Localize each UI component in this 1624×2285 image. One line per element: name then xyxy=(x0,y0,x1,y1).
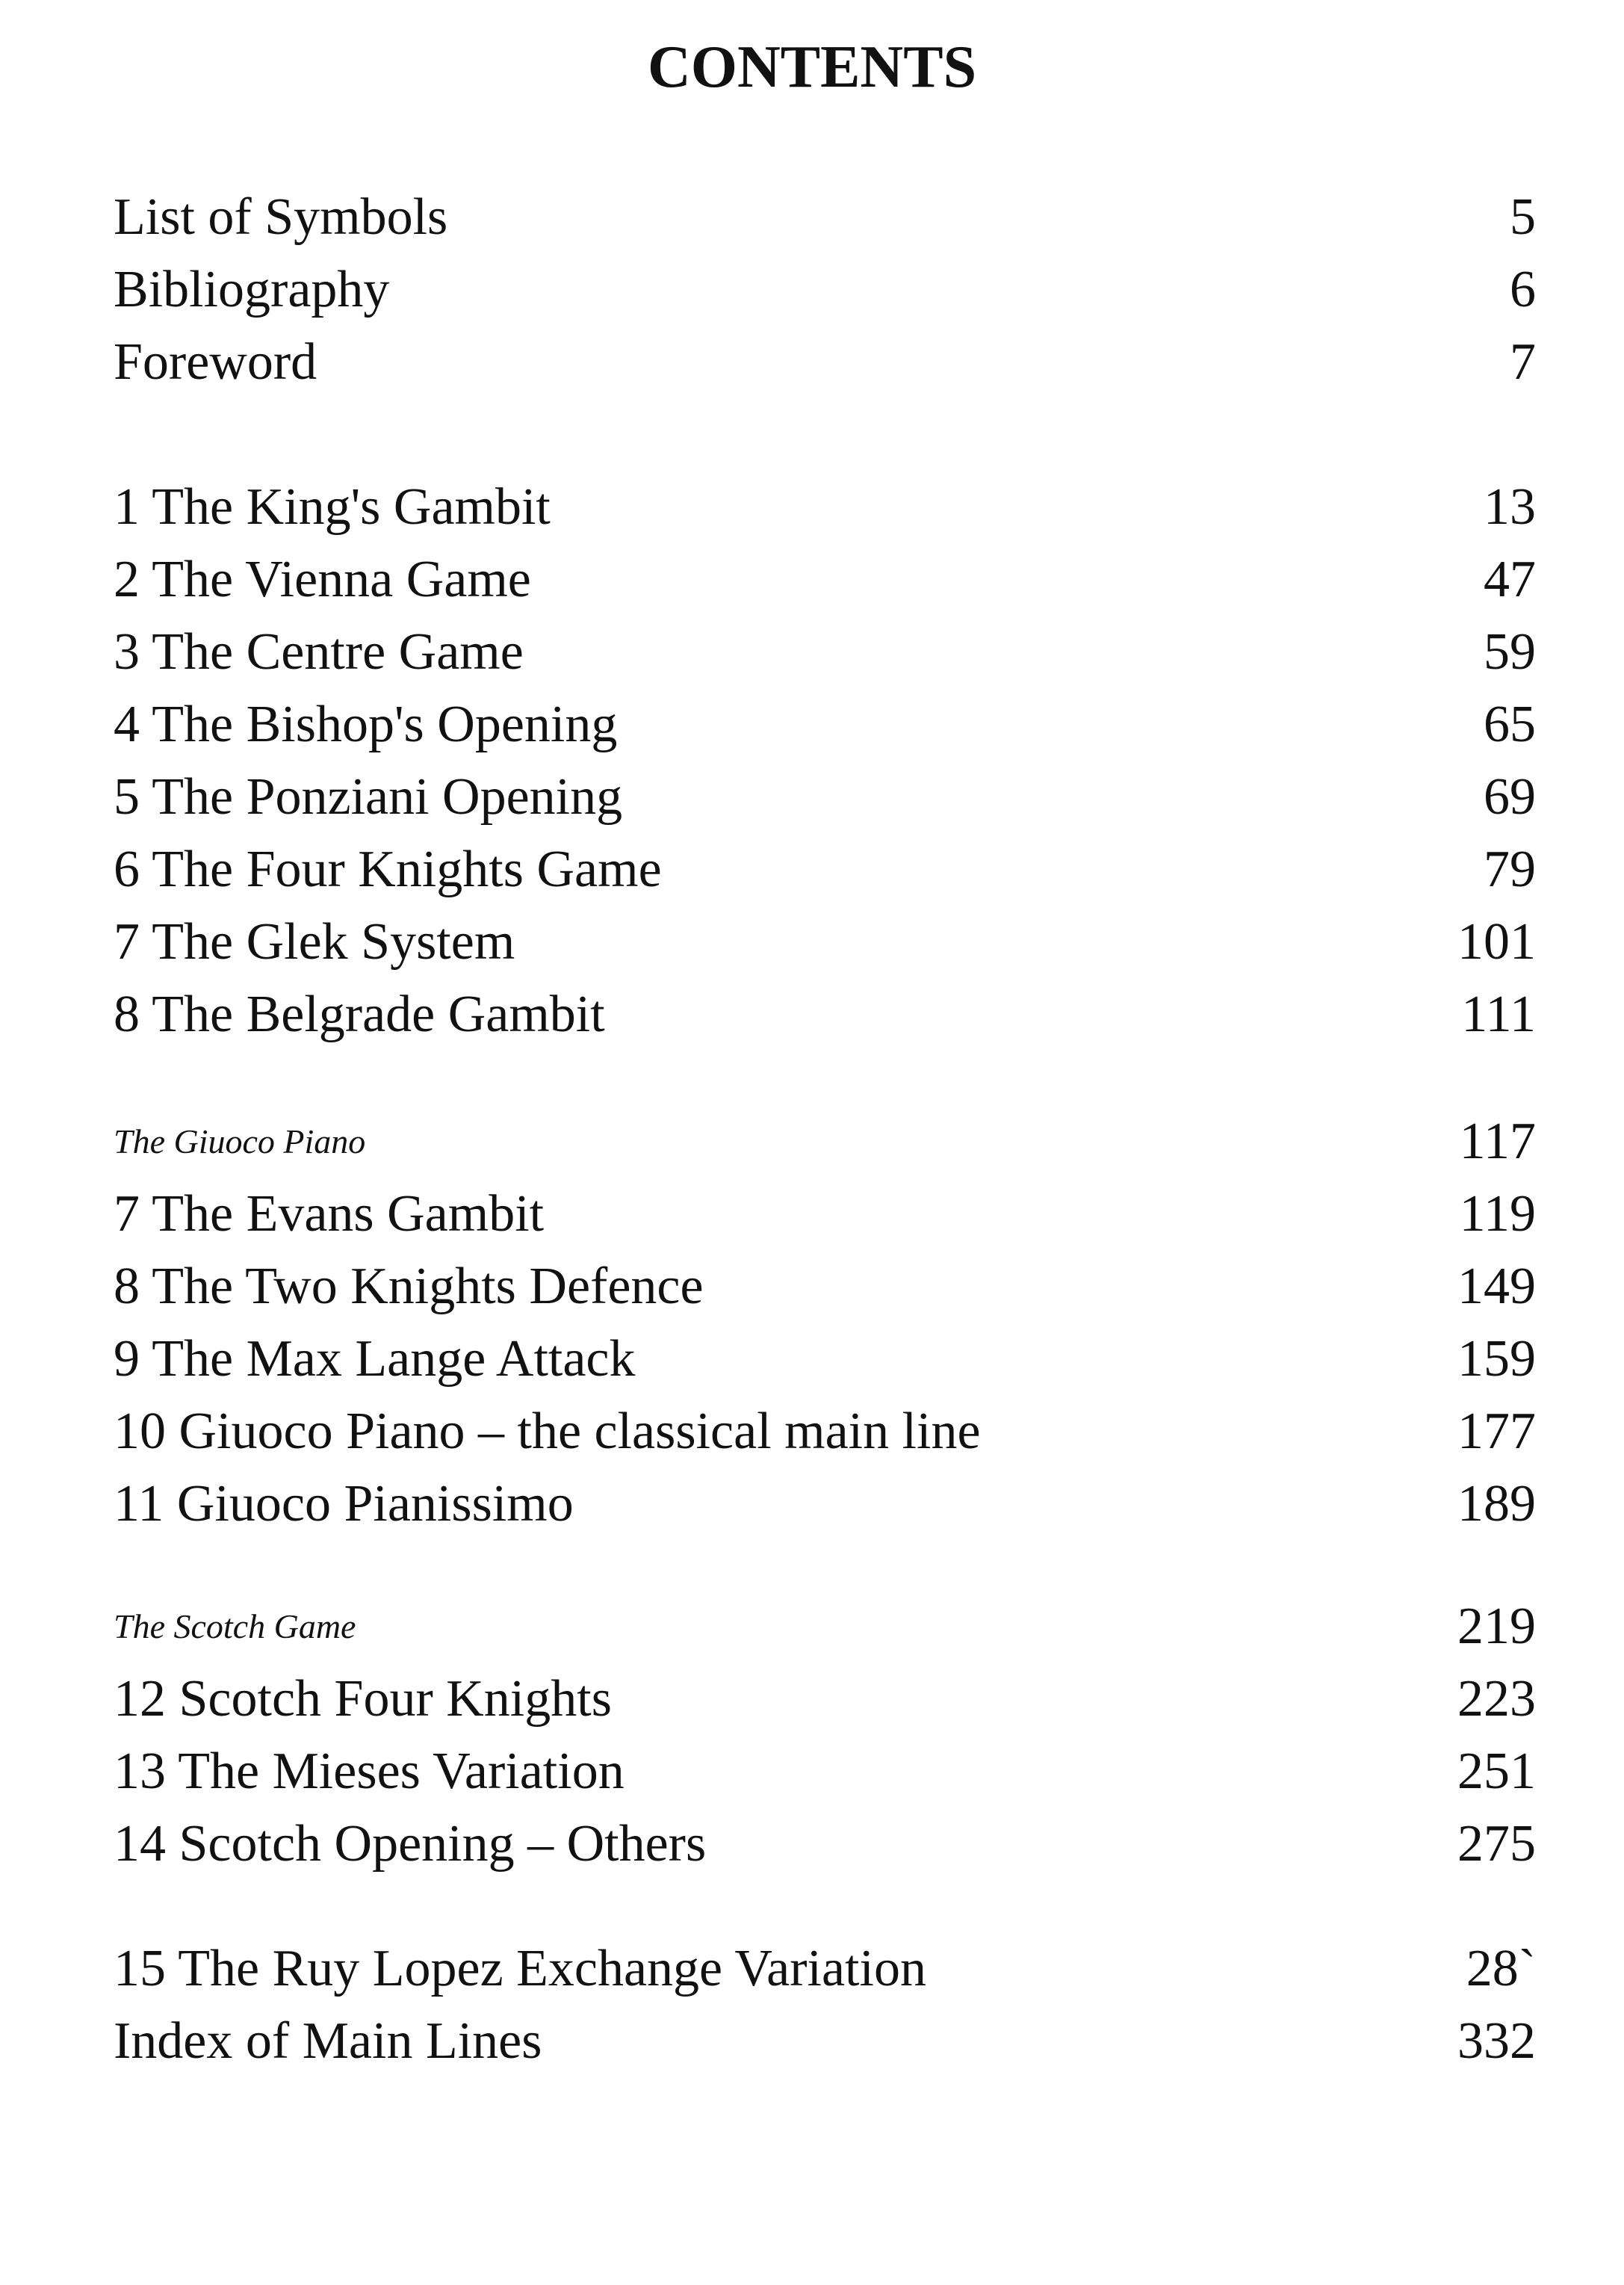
toc-entry-title: 15 The Ruy Lopez Exchange Variation xyxy=(114,1940,926,1997)
toc-part-heading[interactable] xyxy=(114,1590,1536,1663)
toc-entry-title: 7 The Evans Gambit xyxy=(114,1185,545,1243)
toc-entry[interactable] xyxy=(114,1735,1536,1808)
toc-entry-page: 149 xyxy=(1457,1258,1536,1315)
toc-entry-page: 13 xyxy=(1484,478,1536,536)
toc-entry-title: 1 The King's Gambit xyxy=(114,478,551,536)
toc-entry-page: 6 xyxy=(1510,261,1536,318)
toc-entry-title: 8 The Belgrade Gambit xyxy=(114,986,605,1043)
toc-entry-title: Bibliography xyxy=(114,261,390,318)
toc-entry-title: 8 The Two Knights Defence xyxy=(114,1258,704,1315)
toc-entry-title: Foreword xyxy=(114,333,317,391)
toc-entry-title: 5 The Ponziani Opening xyxy=(114,768,623,826)
toc-entry-title: List of Symbols xyxy=(114,188,448,246)
toc-entry-page: 59 xyxy=(1484,623,1536,681)
toc-entry-page: 5 xyxy=(1510,188,1536,246)
toc-entry[interactable] xyxy=(114,833,1536,906)
toc-entry-title: 14 Scotch Opening – Others xyxy=(114,1815,707,1873)
toc-entry-title: The Scotch Game xyxy=(114,1607,356,1645)
page-title: CONTENTS xyxy=(647,34,977,100)
toc-entry[interactable] xyxy=(114,543,1536,616)
toc-entry-page: 65 xyxy=(1484,696,1536,753)
toc-entry[interactable] xyxy=(114,2005,1536,2077)
toc-entry-page: 159 xyxy=(1457,1330,1536,1388)
toc-entry-page: 101 xyxy=(1457,913,1536,971)
toc-group xyxy=(114,1932,1536,2077)
toc-entry-page: 219 xyxy=(1457,1598,1536,1655)
toc-entry[interactable] xyxy=(114,1663,1536,1735)
toc-entry-title: 4 The Bishop's Opening xyxy=(114,696,618,753)
toc-entry-title: 13 The Mieses Variation xyxy=(114,1743,625,1800)
toc-entry[interactable] xyxy=(114,1323,1536,1395)
toc-group xyxy=(114,1105,1536,1540)
toc-entry-title: 9 The Max Lange Attack xyxy=(114,1330,636,1388)
toc-entry[interactable] xyxy=(114,978,1536,1051)
toc-entry[interactable] xyxy=(114,253,1536,326)
toc-entry[interactable] xyxy=(114,688,1536,761)
toc-entry-page: 28` xyxy=(1466,1940,1536,1997)
toc-entry-page: 177 xyxy=(1457,1403,1536,1460)
toc-entry-title: Index of Main Lines xyxy=(114,2012,542,2070)
toc-entry-title: 11 Giuoco Pianissimo xyxy=(114,1475,574,1533)
toc-entry[interactable] xyxy=(114,1250,1536,1323)
toc-entry-page: 275 xyxy=(1457,1815,1536,1873)
toc-entry[interactable] xyxy=(114,1468,1536,1540)
toc-entry-page: 117 xyxy=(1459,1113,1536,1170)
toc-entry[interactable] xyxy=(114,761,1536,833)
toc-entry-page: 69 xyxy=(1484,768,1536,826)
toc-entry[interactable] xyxy=(114,1808,1536,1880)
toc-entry[interactable] xyxy=(114,326,1536,398)
toc-entry[interactable] xyxy=(114,471,1536,543)
toc-entry-title: 6 The Four Knights Game xyxy=(114,841,662,898)
toc-entry-title: 7 The Glek System xyxy=(114,913,515,971)
toc-entry-page: 47 xyxy=(1484,551,1536,608)
toc-entry-page: 119 xyxy=(1459,1185,1536,1243)
toc-entry[interactable] xyxy=(114,181,1536,253)
toc-entry-title: The Giuoco Piano xyxy=(114,1122,366,1160)
toc-entry-page: 189 xyxy=(1457,1475,1536,1533)
toc-part-heading[interactable] xyxy=(114,1105,1536,1178)
toc-group xyxy=(114,471,1536,1051)
toc-entry-page: 79 xyxy=(1484,841,1536,898)
toc-entry-title: 3 The Centre Game xyxy=(114,623,524,681)
toc-entry-page: 223 xyxy=(1457,1670,1536,1728)
toc-group xyxy=(114,1590,1536,1880)
toc-entry[interactable] xyxy=(114,906,1536,978)
toc-entry-page: 7 xyxy=(1510,333,1536,391)
toc-entry-title: 12 Scotch Four Knights xyxy=(114,1670,612,1728)
toc-entry-page: 332 xyxy=(1457,2012,1536,2070)
toc-entry-title: 10 Giuoco Piano – the classical main line xyxy=(114,1403,981,1460)
toc-entry[interactable] xyxy=(114,1395,1536,1468)
toc-entry-page: 251 xyxy=(1457,1743,1536,1800)
toc-entry[interactable] xyxy=(114,616,1536,688)
toc-group xyxy=(114,181,1536,398)
toc-entry[interactable] xyxy=(114,1932,1536,2005)
toc-entry-page: 111 xyxy=(1461,986,1536,1043)
toc-entry[interactable] xyxy=(114,1178,1536,1250)
toc-entry-title: 2 The Vienna Game xyxy=(114,551,531,608)
